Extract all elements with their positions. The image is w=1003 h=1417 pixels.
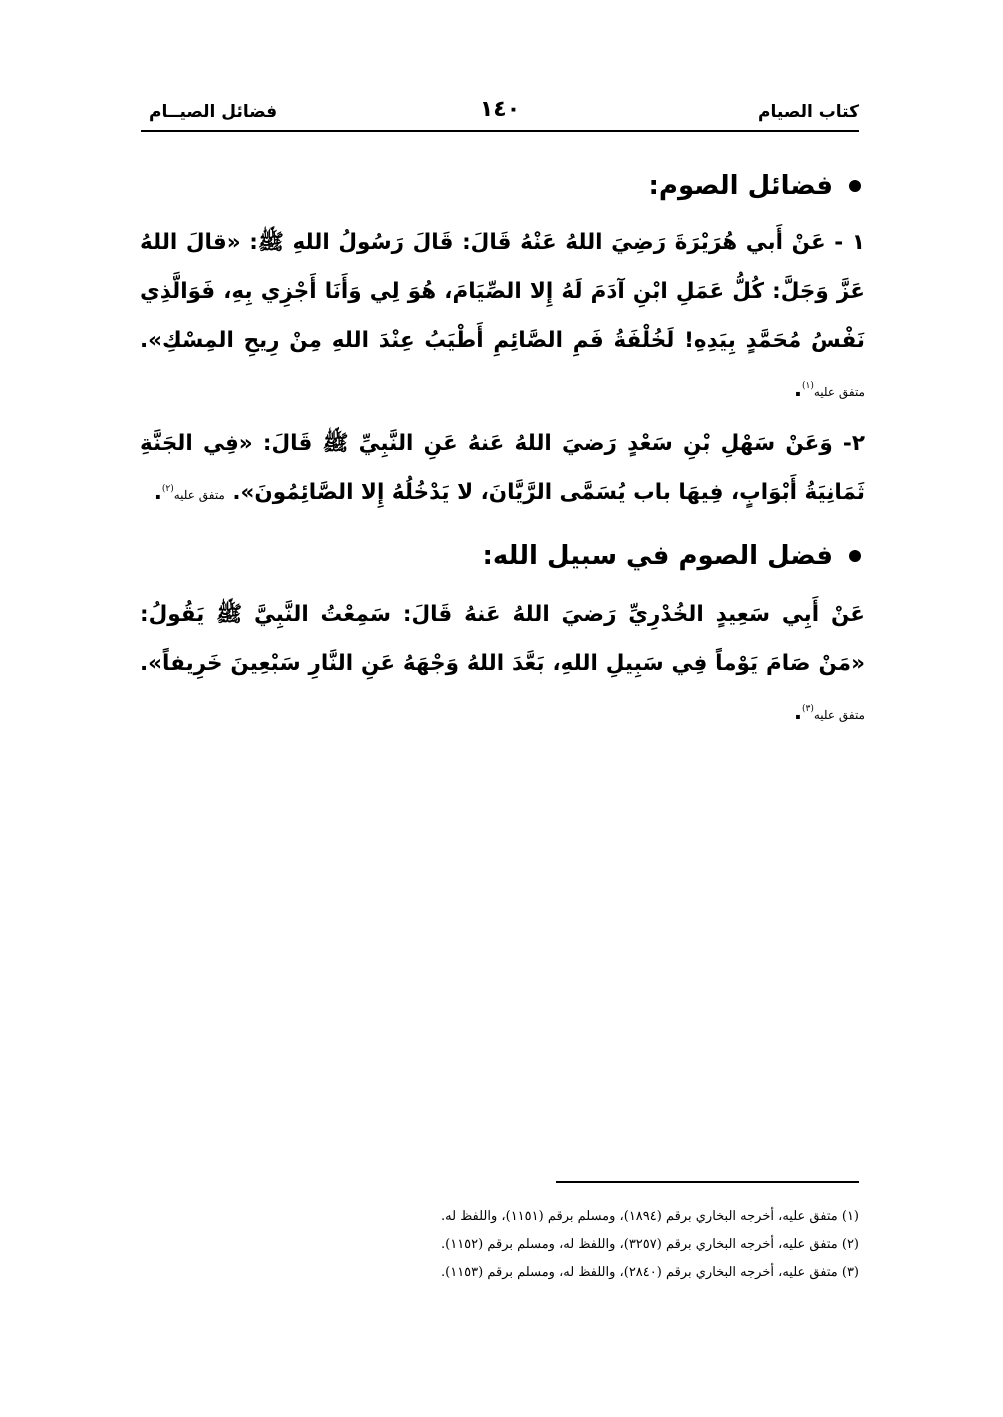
hadith-end-mark: .: [793, 377, 802, 402]
hadith-source: متفق عليه: [813, 385, 865, 399]
hadith-source: متفق عليه: [813, 708, 865, 722]
footnote: (١) متفق عليه، أخرجه البخاري برقم (١٨٩٤)، ومسلم برقم (١١٥١)، واللفظ له.: [441, 1209, 859, 1224]
hadith-paragraph: [140, 419, 865, 520]
footnote: (٢) متفق عليه، أخرجه البخاري برقم (٣٢٥٧)، واللفظ له، ومسلم برقم (١١٥٢).: [441, 1237, 859, 1252]
running-header: [141, 98, 859, 132]
hadith-number: ٢-: [832, 431, 865, 456]
footnote-reference[interactable]: (١): [801, 380, 814, 391]
hadith-text: عَنْ أَبي هُرَيْرَةَ رَضِيَ اللهُ عَنْهُ قَالَ: قَالَ رَسُولُ اللهِ ﷺ: «قالَ اللهُ عَزَّ وَجَلَّ: كُلُّ عَمَلِ ابْنِ آدَمَ لَهُ إِلا الصِّيَامَ، هُوَ لِي وَأَنَا أَجْزِي بِهِ، فَوَالَّذِي نَفْسُ مُحَمَّدٍ بِيَدِهِ! لَخُلْفَةُ فَمِ الصَّائِمِ أَطْيَبُ عِنْدَ اللهِ مِنْ رِيحِ المِسْكِ».: [140, 230, 865, 353]
chapter-title: فضائل الصيــام: [149, 102, 278, 122]
bullet-icon: [849, 550, 861, 562]
hadith-paragraph: [140, 218, 865, 417]
hadith-source: متفق عليه: [173, 488, 225, 502]
hadith-text: عَنْ أَبِي سَعِيدٍ الخُدْرِيِّ رَضيَ اللهُ عَنهُ قَالَ: سَمِعْتُ النَّبِيَّ ﷺ يَقُولُ: «مَنْ صَامَ يَوْماً فِي سَبِيلِ اللهِ، بَعَّدَ اللهُ وَجْهَهُ عَنِ النَّارِ سَبْعِينَ خَرِيفاً».: [140, 602, 865, 676]
bullet-icon: [849, 180, 861, 192]
section-heading: [140, 534, 865, 578]
section-heading: [140, 164, 865, 208]
footnote: (٣) متفق عليه، أخرجه البخاري برقم (٢٨٤٠)، واللفظ له، ومسلم برقم (١١٥٣).: [441, 1265, 859, 1280]
hadith-text: وَعَنْ سَهْلِ بْنِ سَعْدٍ رَضيَ اللهُ عَنهُ عَنِ النَّبِيِّ ﷺ قَالَ: «فِي الجَنَّةِ ثَمَانِيَةُ أَبْوَابٍ، فِيهَا باب يُسَمَّى الرَّيَّانَ، لا يَدْخُلُهُ إِلا الصَّائِمُونَ».: [140, 431, 865, 505]
section-heading-text: فضائل الصوم:: [648, 171, 833, 201]
hadith-end-mark: .: [153, 480, 162, 505]
hadith-paragraph: [140, 590, 865, 740]
footnote-divider: [556, 1181, 859, 1183]
hadith-end-mark: .: [793, 700, 802, 725]
footnotes: [140, 1203, 859, 1287]
page-body: [140, 160, 865, 740]
footnote-reference[interactable]: (٣): [801, 703, 814, 714]
hadith-number: ١ -: [825, 230, 865, 255]
section-heading-text: فضل الصوم في سبيل الله:: [482, 541, 833, 571]
header-divider: [141, 130, 859, 132]
footnote-reference[interactable]: (٢): [161, 483, 174, 494]
page-number: ١٤٠: [479, 97, 521, 122]
book-title: كتاب الصيام: [758, 102, 859, 122]
